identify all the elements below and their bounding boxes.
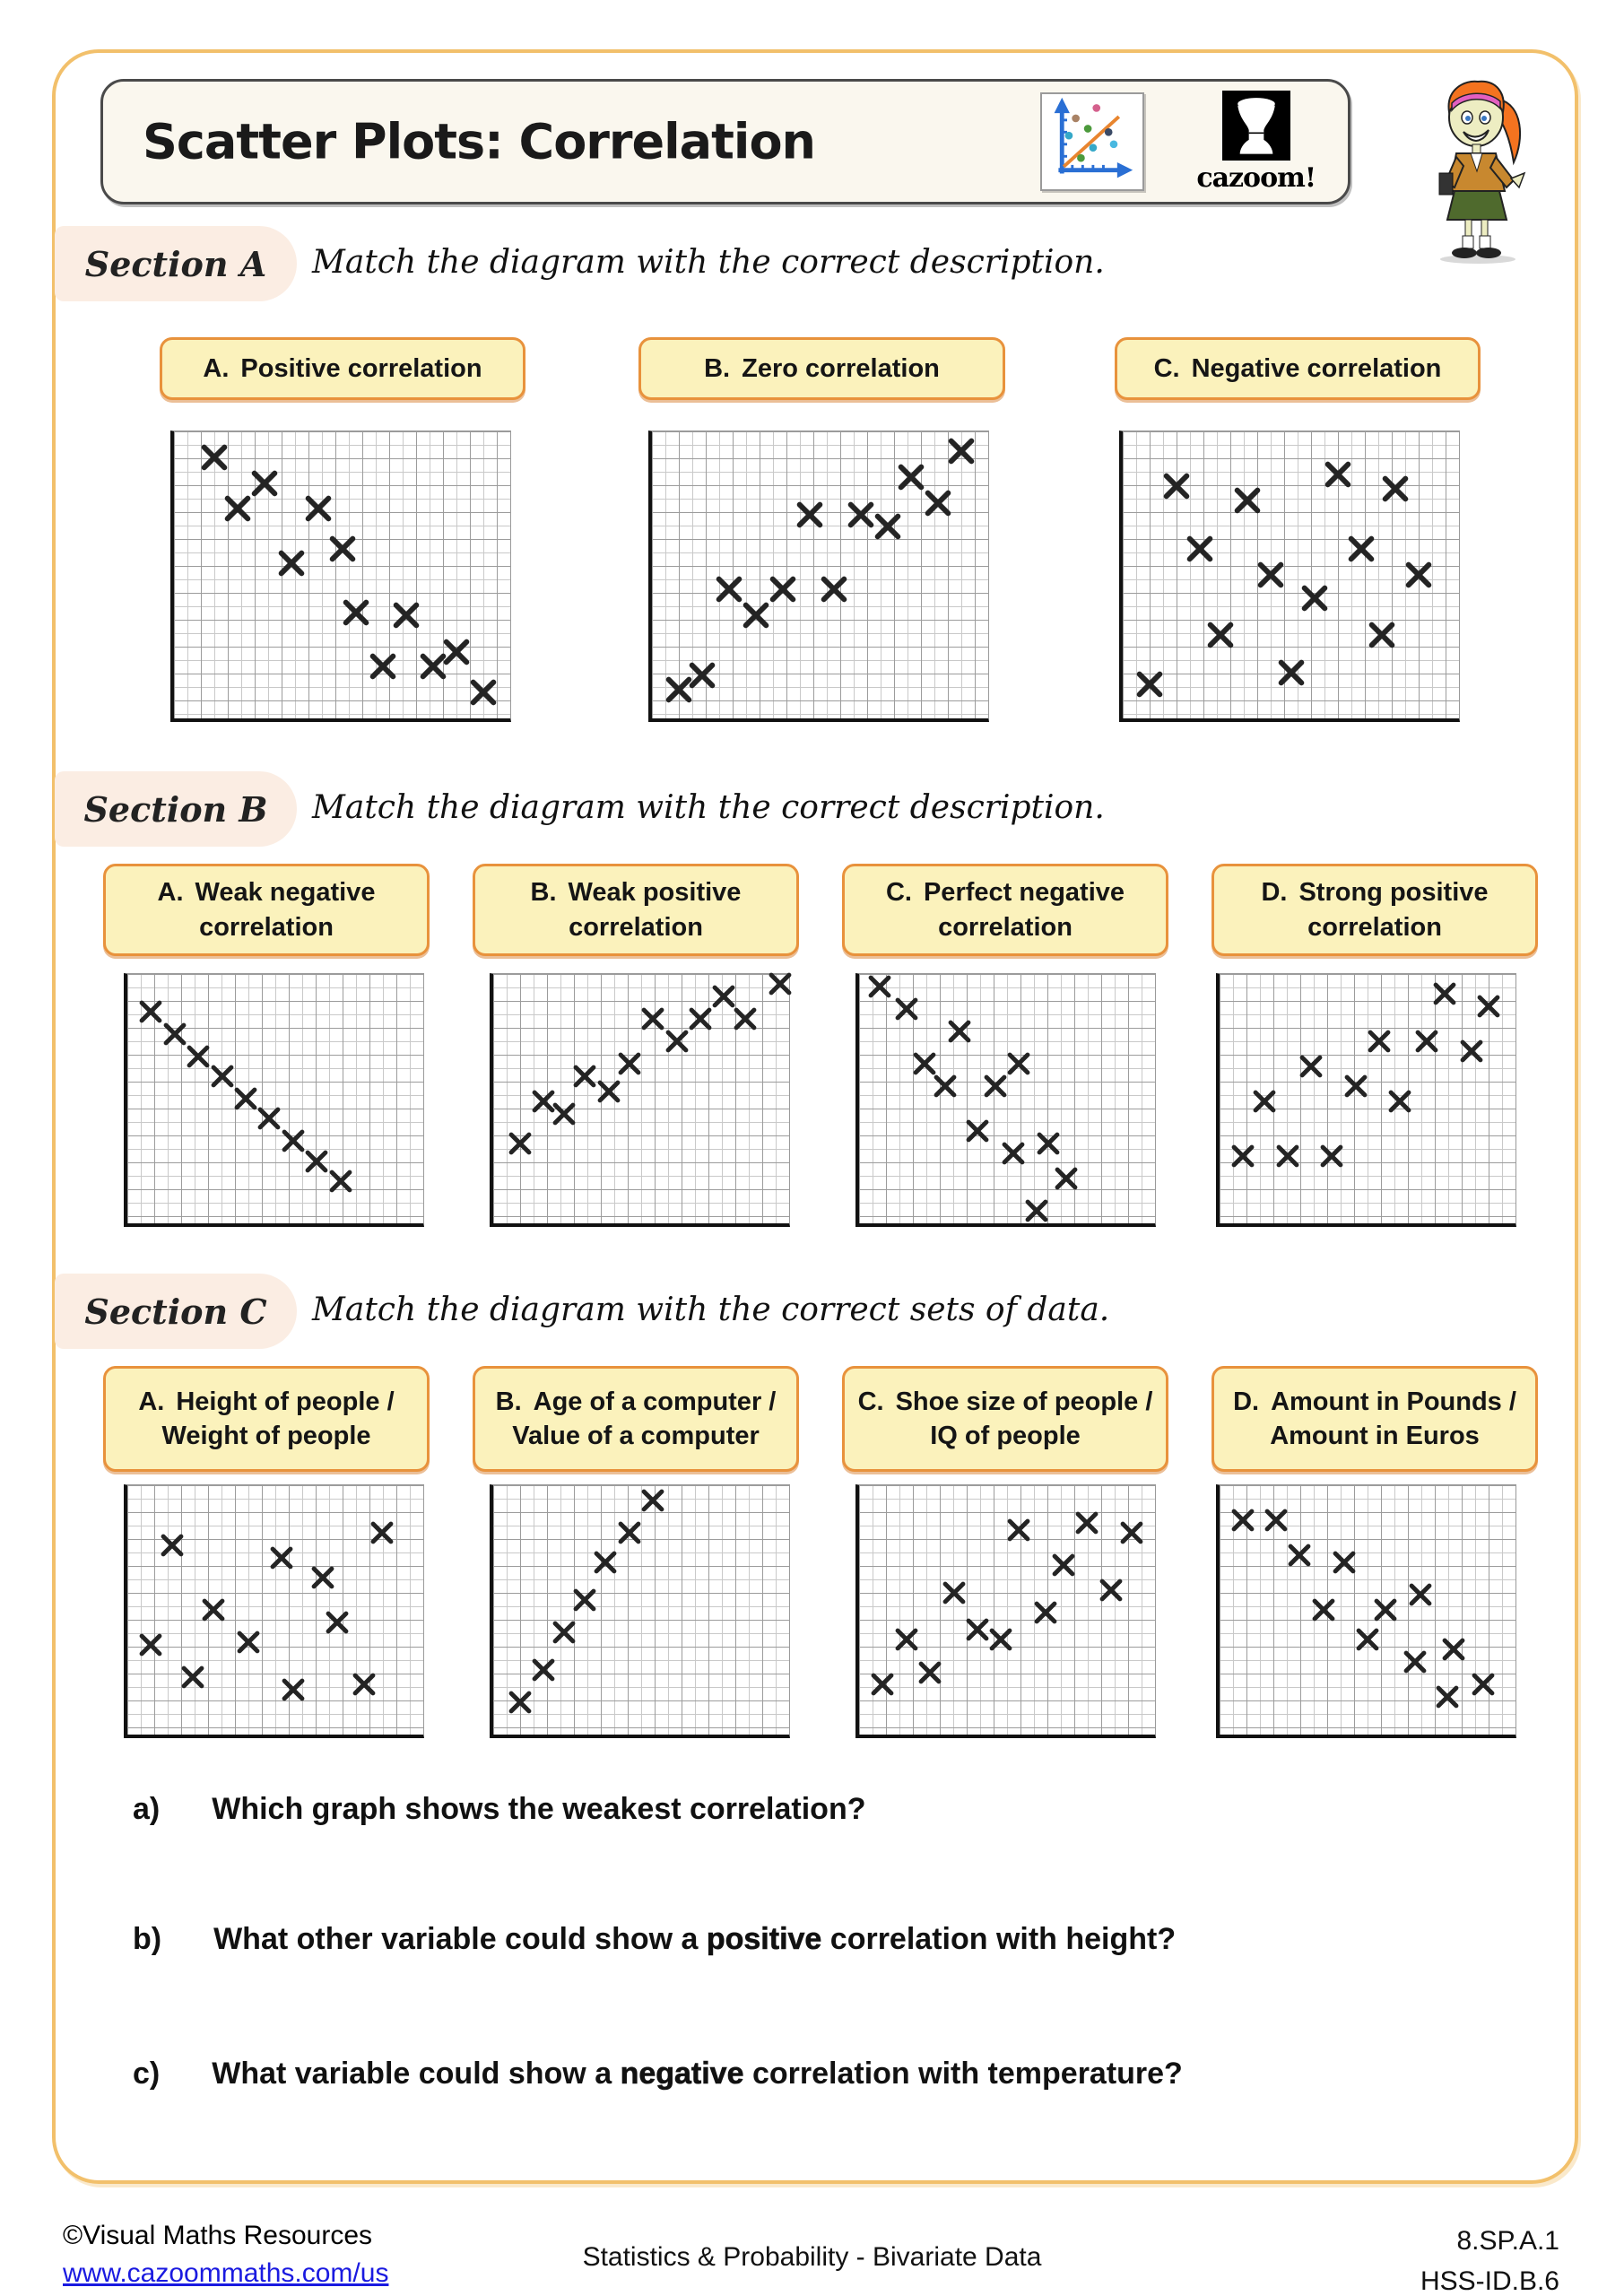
x-mark <box>280 1128 306 1154</box>
x-mark <box>441 637 472 667</box>
x-mark <box>209 1063 235 1089</box>
option-text: Zero correlation <box>742 353 940 383</box>
x-mark <box>768 574 798 604</box>
option-letter: C. <box>1153 353 1180 383</box>
x-mark <box>268 1544 294 1570</box>
x-mark <box>531 1657 557 1683</box>
x-mark <box>896 462 926 492</box>
x-mark <box>236 1630 262 1656</box>
header-icons <box>1040 92 1316 194</box>
x-mark <box>352 1672 378 1698</box>
scatter-plot-a3 <box>1119 430 1460 722</box>
x-mark <box>551 1100 578 1126</box>
question-text: Which graph shows the weakest correlation? <box>212 1792 866 1826</box>
x-mark <box>1458 1039 1484 1065</box>
x-mark <box>341 597 371 628</box>
x-mark <box>1006 1518 1032 1544</box>
x-mark <box>893 996 919 1022</box>
scatter-plot-c2 <box>490 1484 790 1738</box>
option-text-line2: IQ of people <box>930 1422 1081 1450</box>
x-mark <box>946 436 977 466</box>
option-c-perfect-negative <box>842 864 1168 956</box>
x-mark <box>369 1519 395 1545</box>
mascot-girl-illustration <box>1413 74 1548 265</box>
x-mark <box>846 500 876 530</box>
x-mark <box>732 1006 758 1032</box>
x-mark <box>1185 534 1215 564</box>
x-mark <box>1263 1507 1289 1533</box>
x-mark <box>768 971 794 997</box>
footer-copyright: ©Visual Maths Resources <box>63 2221 373 2250</box>
option-text: Negative correlation <box>1191 353 1442 383</box>
x-mark <box>741 600 771 631</box>
option-text-line2: correlation <box>199 912 334 942</box>
question-c <box>133 2057 1183 2092</box>
scatter-plot-a2 <box>648 430 989 722</box>
x-mark <box>1032 1599 1058 1625</box>
x-mark <box>1408 1582 1434 1608</box>
x-mark <box>303 493 334 524</box>
x-mark <box>1255 560 1286 590</box>
x-mark <box>1274 1143 1300 1169</box>
x-mark <box>1372 1597 1398 1623</box>
section-c-label: Section C <box>55 1274 297 1349</box>
x-mark <box>1346 534 1376 564</box>
x-mark <box>1355 1627 1381 1653</box>
cazoom-logo-text: cazoom! <box>1196 161 1316 194</box>
section-b-label: Section B <box>55 771 297 847</box>
x-mark <box>161 1021 187 1047</box>
x-mark <box>873 511 903 542</box>
scatter-plot-icon <box>1040 92 1144 191</box>
djembe-drum-icon <box>1222 91 1290 161</box>
section-a-label: Section A <box>55 226 297 301</box>
x-mark <box>1414 1029 1440 1055</box>
option-a-weak-negative <box>103 864 430 956</box>
scatter-plot-b3 <box>855 973 1156 1227</box>
x-mark <box>893 1627 919 1653</box>
x-mark <box>1440 1637 1466 1663</box>
option-c-negative-correlation <box>1115 337 1481 400</box>
x-mark <box>1403 560 1434 590</box>
section-b-instruction: Match the diagram with the correct description. <box>312 789 1105 826</box>
option-b-age-value-computer <box>473 1366 799 1472</box>
x-mark <box>1367 1029 1393 1055</box>
option-text: Amount in Pounds / <box>1271 1387 1516 1416</box>
x-mark <box>572 1587 598 1613</box>
option-text-line2: correlation <box>569 912 703 942</box>
x-mark <box>988 1627 1014 1653</box>
question-b <box>133 1922 1176 1957</box>
x-mark <box>1134 669 1165 700</box>
x-mark <box>159 1532 185 1558</box>
option-text-line2: correlation <box>1307 912 1442 942</box>
x-mark <box>687 660 717 691</box>
x-mark <box>304 1148 330 1174</box>
x-mark <box>640 1487 666 1513</box>
x-mark <box>1298 1053 1324 1079</box>
x-mark <box>947 1018 973 1044</box>
x-mark <box>179 1665 205 1691</box>
x-mark <box>1435 1684 1461 1710</box>
scatter-plot-b1 <box>124 973 424 1227</box>
x-mark <box>1367 620 1397 650</box>
option-text: Perfect negative <box>923 878 1125 908</box>
x-mark <box>714 574 744 604</box>
x-mark <box>664 1029 690 1055</box>
option-c-shoe-iq <box>842 1366 1168 1472</box>
x-mark <box>965 1617 991 1643</box>
x-mark <box>1074 1509 1100 1535</box>
option-a-height-weight <box>103 1366 430 1472</box>
x-mark <box>249 468 280 499</box>
x-mark <box>138 1631 164 1657</box>
option-text: Shoe size of people / <box>895 1387 1153 1416</box>
x-mark <box>1476 994 1502 1020</box>
x-mark <box>1230 1143 1256 1169</box>
x-mark <box>1387 1088 1413 1114</box>
x-mark <box>1230 1507 1256 1533</box>
scatter-plot-b2 <box>490 973 790 1227</box>
x-mark <box>1000 1141 1026 1167</box>
footer-url-link[interactable]: www.cazoommaths.com/us <box>63 2258 389 2288</box>
question-text: What other variable could show a positive correlation with height? <box>213 1922 1177 1956</box>
option-text-line2: Value of a computer <box>512 1422 760 1450</box>
x-mark <box>280 1676 306 1702</box>
option-d-strong-positive <box>1211 864 1538 956</box>
x-mark <box>1470 1672 1496 1698</box>
option-text: Strong positive <box>1298 878 1489 908</box>
x-mark <box>1232 485 1263 516</box>
x-mark <box>391 600 421 631</box>
option-text: Positive correlation <box>240 353 482 383</box>
option-letter: B. <box>530 878 557 908</box>
option-letter: C. <box>857 1387 884 1416</box>
question-number: b) <box>133 1922 162 1956</box>
option-text-line2: Weight of people <box>161 1422 371 1450</box>
x-mark <box>186 1043 212 1069</box>
x-mark <box>327 534 358 564</box>
x-mark <box>616 1051 642 1077</box>
x-mark <box>1299 583 1330 613</box>
question-number: c) <box>133 2057 161 2091</box>
x-mark <box>1431 981 1457 1007</box>
option-a-positive-correlation <box>160 337 525 400</box>
x-mark <box>1323 459 1353 490</box>
x-mark <box>1054 1165 1080 1191</box>
x-mark <box>1098 1577 1124 1603</box>
title-box <box>100 79 1350 204</box>
option-b-weak-positive <box>473 864 799 956</box>
scatter-plot-c3 <box>855 1484 1156 1738</box>
page-title: Scatter Plots: Correlation <box>143 113 815 170</box>
x-mark <box>572 1063 598 1089</box>
x-mark <box>551 1620 578 1646</box>
option-text: Weak negative <box>195 878 376 908</box>
x-mark <box>325 1609 351 1635</box>
x-mark <box>1342 1074 1368 1100</box>
x-mark <box>199 442 230 473</box>
x-mark <box>1251 1088 1277 1114</box>
x-mark <box>1006 1051 1032 1077</box>
x-mark <box>507 1131 533 1157</box>
scatter-plot-c4 <box>1216 1484 1516 1738</box>
footer-category: Statistics & Probability - Bivariate Data <box>582 2242 1042 2272</box>
footer-standard-1: 8.SP.A.1 <box>1456 2226 1559 2256</box>
x-mark <box>507 1689 533 1715</box>
x-mark <box>867 973 893 999</box>
x-mark <box>1205 620 1236 650</box>
x-mark <box>233 1086 259 1112</box>
x-mark <box>200 1597 226 1623</box>
x-mark <box>276 548 307 578</box>
x-mark <box>309 1564 335 1590</box>
option-letter: C. <box>885 878 912 908</box>
x-mark <box>688 1006 714 1032</box>
option-text-line2: Amount in Euros <box>1270 1422 1480 1450</box>
x-mark <box>138 998 164 1024</box>
x-mark <box>1118 1519 1144 1545</box>
x-mark <box>616 1519 642 1545</box>
option-letter: B. <box>495 1387 522 1416</box>
x-mark <box>222 493 253 524</box>
x-mark <box>1050 1552 1076 1578</box>
x-mark <box>593 1550 619 1576</box>
x-mark <box>819 574 849 604</box>
option-d-pounds-euros <box>1211 1366 1538 1472</box>
x-mark <box>1402 1649 1428 1675</box>
footer-standards-block <box>1420 2221 1559 2296</box>
section-a-instruction: Match the diagram with the correct description. <box>312 244 1105 281</box>
option-text: Height of people / <box>176 1387 395 1416</box>
scatter-plot-b4 <box>1216 973 1516 1227</box>
option-letter: B. <box>704 353 731 383</box>
scatter-plot-c1 <box>124 1484 424 1738</box>
x-mark <box>1310 1597 1336 1623</box>
option-letter: A. <box>157 878 184 908</box>
x-mark <box>368 651 398 682</box>
x-mark <box>1319 1143 1345 1169</box>
question-number: a) <box>133 1792 161 1826</box>
x-mark <box>327 1168 353 1194</box>
question-text: What variable could show a negative correlation with temperature? <box>212 2057 1183 2091</box>
option-letter: A. <box>203 353 230 383</box>
option-letter: A. <box>138 1387 165 1416</box>
x-mark <box>640 1006 666 1032</box>
x-mark <box>256 1106 282 1132</box>
option-text-line2: correlation <box>938 912 1073 942</box>
scatter-plot-a1 <box>170 430 511 722</box>
x-mark <box>982 1074 1008 1100</box>
x-mark <box>1380 474 1411 504</box>
option-b-zero-correlation <box>638 337 1005 400</box>
x-mark <box>941 1579 967 1605</box>
x-mark <box>1036 1131 1062 1157</box>
option-text: Age of a computer / <box>533 1387 777 1416</box>
x-mark <box>923 488 953 518</box>
x-mark <box>1024 1198 1050 1224</box>
x-mark <box>1276 657 1307 688</box>
x-mark <box>595 1078 621 1104</box>
cazoom-logo <box>1196 91 1316 194</box>
x-mark <box>1287 1542 1313 1568</box>
option-text: Weak positive <box>568 878 742 908</box>
section-c-instruction: Match the diagram with the correct sets of data. <box>312 1292 1110 1328</box>
footer-standard-2: HSS-ID.B.6 <box>1420 2266 1559 2296</box>
option-letter: D. <box>1233 1387 1260 1416</box>
x-mark <box>870 1672 896 1698</box>
x-mark <box>468 677 499 708</box>
option-letter: D. <box>1261 878 1288 908</box>
x-mark <box>1331 1550 1357 1576</box>
x-mark <box>917 1659 943 1685</box>
x-mark <box>965 1118 991 1144</box>
x-mark <box>795 500 825 530</box>
x-mark <box>932 1074 958 1100</box>
question-a <box>133 1792 866 1827</box>
x-mark <box>1161 471 1192 501</box>
